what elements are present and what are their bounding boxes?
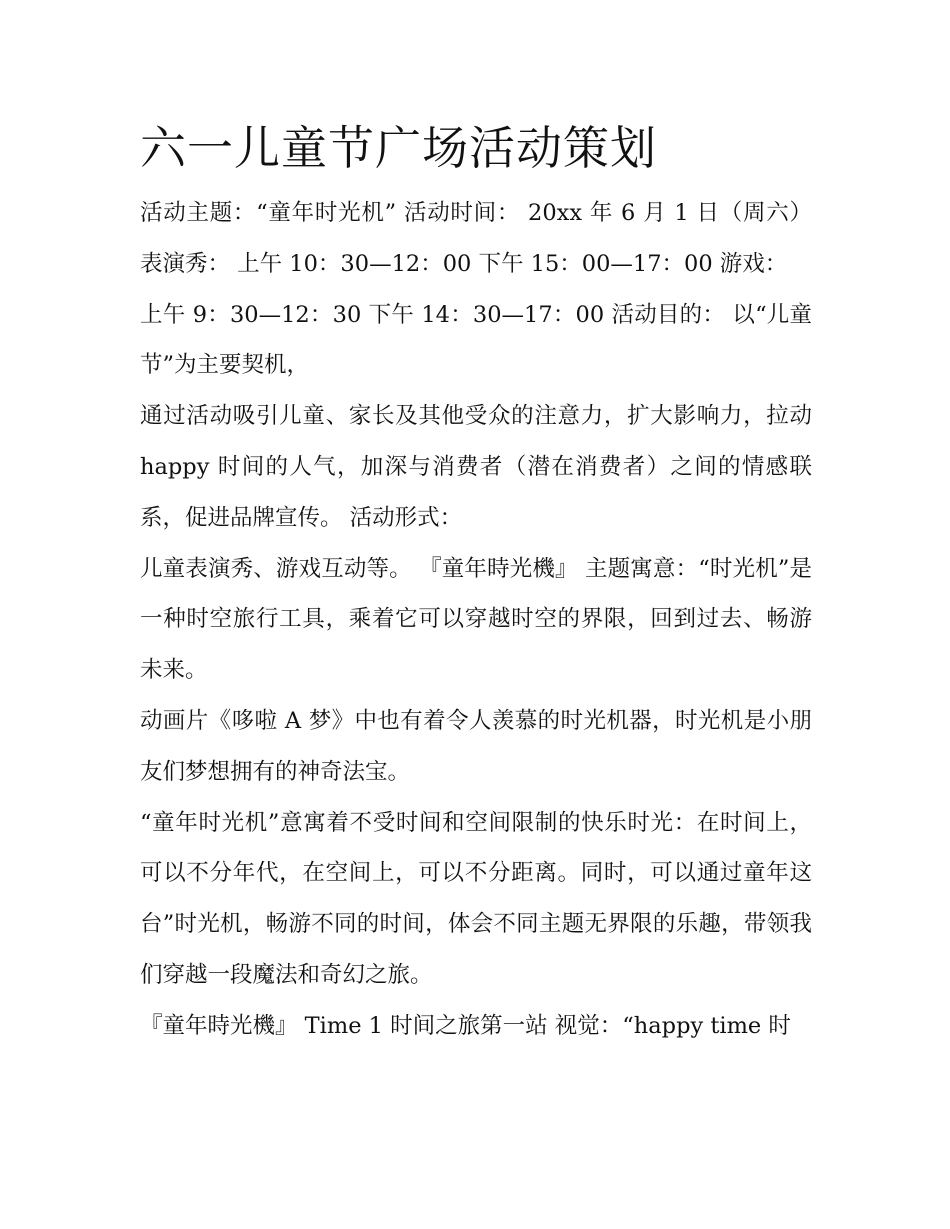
paragraph-game-time-purpose: 上午 9：30—12：30 下午 14：30—17：00 活动目的： 以“儿童节”为主要契机，: [140, 301, 812, 379]
paragraph-time-journey: 『童年時光機』 Time 1 时间之旅第一站 视觉：“happy time 时: [140, 1012, 791, 1039]
paragraph-activity-form: 儿童表演秀、游戏互动等。 『童年時光機』 主题寓意：“时光机”是一种时空旅行工具，乘着它可以穿越时空的界限，回到过去、畅游未来。: [140, 555, 812, 684]
paragraph-meaning: “童年时光机”意寓着不受时间和空间限制的快乐时光：在时间上，可以不分年代，在空间上，可以不分距离。同时，可以通过童年这台”时光机，畅游不同的时间，体会不同主题无界限的乐趣，带领我们穿越一段魔法和奇幻之旅。: [140, 809, 812, 988]
paragraph-purpose-detail: 通过活动吸引儿童、家长及其他受众的注意力，扩大影响力，拉动 happy 时间的人气，加深与消费者（潜在消费者）之间的情感联系，促进品牌宣传。 活动形式：: [140, 403, 812, 531]
document-title: 六一儿童节广场活动策划: [140, 121, 657, 175]
paragraph-theme-schedule: 活动主题：“童年时光机” 活动时间： 20xx 年 6 月 1 日（周六） 表演秀： 上午 10：30—12：00 下午 15：00—17：00 游戏：: [140, 200, 812, 277]
document-page: [140, 112, 812, 1052]
paragraph-doraemon: 动画片《哆啦 A 梦》中也有着令人羡慕的时光机器，时光机是小朋友们梦想拥有的神奇法宝。: [140, 707, 812, 785]
